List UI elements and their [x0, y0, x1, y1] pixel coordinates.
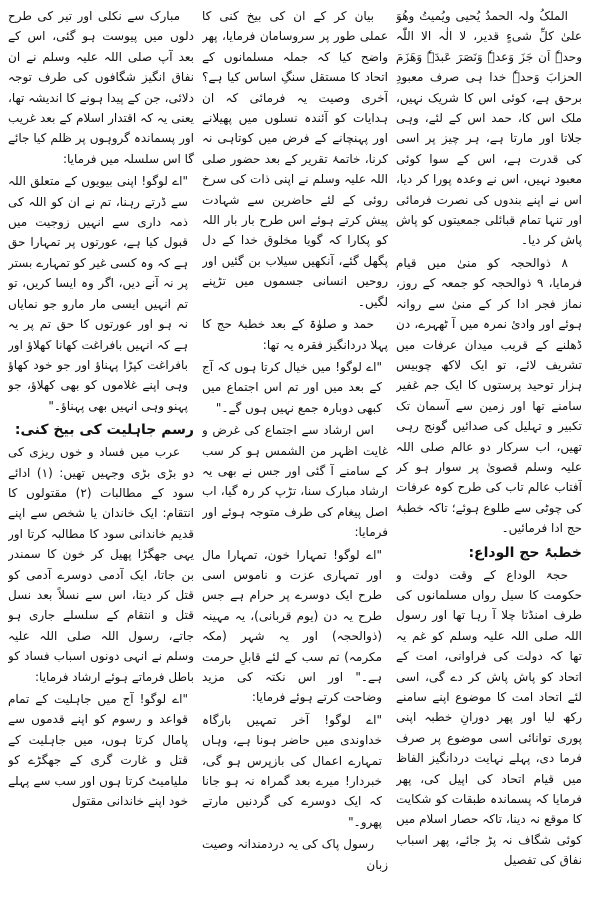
quotation-paragraph: "اے لوگو! اپنی بیویوں کے متعلق اللہ سے ڈرتے رہنا، تم نے ان کو اللہ کی ذمہ داری سے انہیں زوجیت میں قبول کیا ہے، عورتوں پر تمہارا حق ہے کہ وہ کسی غیر کو تمہارے بستر پر نہ آنے دیں، اگر وہ ایسا کریں، تو تم انہیں ایسی مار مارو جو نمایاں نہ ہو اور عورتوں کا حق تم پر یہ ہے کہ انہیں بافراغت کھانا کھلاؤ اور بافراغت کپڑا پہناؤ اور جو خود کھاؤ وہی اپنے غلاموں کو بھی کھلاؤ، جو پہنو وہی انہیں بھی پہناؤ۔": [8, 174, 188, 413]
section-heading: خطبۂ حج الوداع:: [468, 544, 582, 561]
body-paragraph: حجۃ الوداع کے وقت دولت و حکومت کا سیل رواں مسلمانوں کی طرف امنڈتا چلا آ رہا تھا اور رسول اللہ صلی اللہ علیہ وسلم کو غم یہ تھا کہ دولت کی فراوانی، امت کے اتحاد کو پاش پاش کر دے گی، اسی لئے اتحاد امت کا موضوع اپنے سامنے رکھ لیا اور پھر دورانِ خطبہ اپنی پوری توانائی اسی موضوع پر صرف فرما دی، پہلے نہایت دردانگیز الفاظ میں قیام اتحاد کی اپیل کی، پھر فرمایا کہ پسماندہ طبقات کو شکایت کا موقع نہ دینا، تاکہ حصار اسلام میں کوئی شگاف نہ پڑ جائے، پھر اسباب نفاق کی تفصیل: [396, 567, 582, 868]
body-paragraph: حمد و صلوٰۃ کے بعد خطبۂ حج کا پہلا دردانگیز فقرہ یہ تھا:: [202, 317, 388, 352]
article-column-right: [396, 6, 582, 914]
quotation-paragraph: "اے لوگو! آج میں جاہلیت کے تمام قواعد و رسوم کو اپنے قدموں سے پامال کرتا ہوں، میں جاہلیت کے قتل و غارت گری کے جھگڑے کو ملیامیٹ کرتا ہوں اور سب سے پہلے خود اپنے خاندانی مقتول: [8, 692, 188, 809]
body-paragraph: اس ارشاد سے اجتماع کی غرض و غایت اظہر من الشمس ہو کر سب کے سامنے آ گئی اور جس نے بھی یہ ارشاد مبارک سنا، تڑپ کر رہ گیا، اب اصل پیغام کی طرف متوجہ ہوئے اور فرمایا:: [202, 423, 388, 540]
body-paragraph: ۸ ذوالحجہ کو منیٰ میں قیام فرمایا، ۹ ذوالحجہ کو جمعہ کے روز، نماز فجر ادا کر کے منیٰ سے روانہ ہوئے اور وادیٔ نمرہ میں آ ٹھہرے، دن ڈھلنے کے قریب میدان عرفات میں تشریف لائے، تو ایک لاکھ چوبیس ہزار توحید پرستوں کا ایک جم غفیر سامنے تھا اور زمین سے آسمان تک تکبیر و تہلیل کی صدائیں گونج رہی تھیں، اب سرکار دو عالم صلی اللہ علیہ وسلم قصویٰ پر سوار ہو کر آفتاب عالم تاب کی طرح کوہ عرفات کی چوٹی سے طلوع ہوئے؛ تاکہ خطبۂ حج ادا فرمائیں۔: [396, 255, 582, 536]
article-column-left: [8, 6, 194, 914]
body-paragraph: عرب میں فساد و خوں ریزی کی دو بڑی بڑی وجہیں تھیں: (۱) ادائے سود کے مطالبات (۲) مقتولوں کا انتقام: ایک خاندان یا شخص سے اپنے قدیم خاندانی سود کا مطالبہ کرتا اور یہی جھگڑا پھیل کر خون کا سمندر بن جاتا، ایک آدمی دوسرے آدمی کو قتل کر دیتا، اس سے نسلاً بعد نسل قتل و انتقام کے سلسلے جاری ہو جاتے، رسول اللہ صلی اللہ علیہ وسلم نے انہی دونوں اسباب فساد کو باطل فرماتے ہوئے ارشاد فرمایا:: [8, 445, 194, 684]
quotation-paragraph: "اے لوگو! آخر تمہیں بارگاہ خداوندی میں حاضر ہونا ہے، وہاں تمہارے اعمال کی بازپرس ہو گی، خبردار! میرے بعد گمراہ نہ ہو جانا کہ ایک دوسرے کی گردنیں مارتے پھرو۔": [202, 712, 382, 829]
section-heading: رسم جاہلیت کی بیخ کنی:: [14, 422, 194, 439]
body-paragraph: مبارک سے نکلی اور تیر کی طرح دلوں میں پیوست ہو گئی، اس کے بعد آپ صلی اللہ علیہ وسلم نے ان نفاق انگیز شگافوں کی طرف توجہ دلائی، جن کے پیدا ہونے کا اندیشہ تھا، یعنی یہ کہ اقتدار اسلام کے بعد غریب اور پسماندہ گروہوں پر ظلم کیا جائے گا اس سلسلہ میں فرمایا:: [8, 9, 194, 166]
body-paragraph: الملکُ ولہ الحمدُ یُحیی ویُمیتُ وھُوَ علیٰ کلِّ شیءٍ قدیر، لا الٰہ الا اللّٰہ وحدہٗ اَن جَزَ وَعدہٗ وَنَصَرَ عَبدَہٗ وَھَزَمَ الحزابَ وَحدہٗ خدا ہی صرف معبودِ برحق ہے، کوئی اس کا شریک نہیں، ملک اس کا، حمد اس کے لئے، وہی جلاتا اور مارتا ہے، ہر چیز پر اسی کی قدرت ہے، اس کے سوا کوئی معبود نہیں، اس نے وعدہ پورا کر دیا، اس نے اپنے بندوں کی نصرت فرمائی اور تنہا تمام قبائلی جمعیتوں کو پاش پاش کر دیا۔: [396, 9, 582, 248]
quotation-paragraph: "اے لوگو! تمہارا خون، تمہارا مال اور تمہاری عزت و ناموس اسی طرح ایک دوسرے پر حرام ہے جس طرح یہ دن (یوم قربانی)، یہ مہینہ (ذوالحجہ) اور یہ شہر (مکہ مکرمہ) تم سب کے لئے قابلِ حرمت ہے۔" اور اس نکتہ کی مزید وضاحت کرتے ہوئے فرمایا:: [202, 547, 382, 705]
body-paragraph: بیان کر کے ان کی بیخ کنی کا عملی طور پر سروسامان فرمایا، پھر واضح کیا کہ جملہ مسلمانوں کے اتحاد کا مستقل سنگِ اساس کیا ہے؟ آخری وصیت یہ فرمائی کہ ان ہدایات کو آئندہ نسلوں میں پھیلانے اور پہنچانے کے فرض میں کوتاہی نہ کرنا، خاتمۂ تقریر کے بعد حضور صلی اللہ علیہ وسلم نے اپنی ذات کی سرخ روئی کے لئے حاضرین سے شہادت پیش کرتے ہوئے اس طرح بار بار اللہ کو پکارا کہ گویا مخلوق خدا کے دل پگھل گئے، آنکھیں سیلاب بن گئیں اور روحیں انسانی جسموں میں تڑپنے لگیں۔: [202, 9, 388, 309]
article-column-middle: [202, 6, 388, 914]
quotation-paragraph: "اے لوگو! میں خیال کرتا ہوں کہ آج کے بعد میں اور تم اس اجتماع میں کبھی دوبارہ جمع نہیں ہوں گے۔": [202, 359, 382, 415]
body-paragraph: رسول پاک کی یہ دردمندانہ وصیت زبان: [202, 837, 388, 872]
